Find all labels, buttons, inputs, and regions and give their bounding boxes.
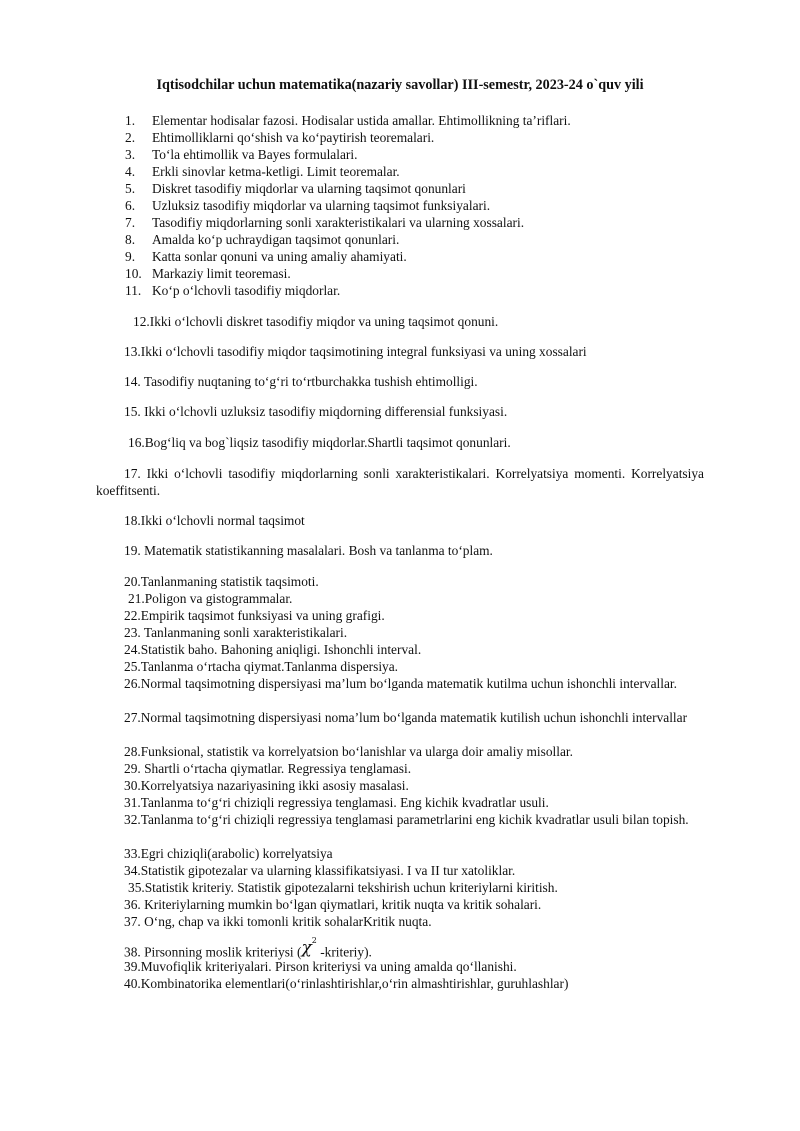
document-title: Iqtisodchilar uchun matematika(nazariy savollar) III-semestr, 2023-24 o`quv yili <box>156 77 644 93</box>
item-number: 1. <box>125 113 136 128</box>
question-29: 29. Shartli o‘rtacha qiymatlar. Regressiya tenglamasi. <box>124 761 412 776</box>
question-12: 12.Ikki o‘lchovli diskret tasodifiy miqdor va uning taqsimot qonuni. <box>133 314 499 329</box>
question-40: 40.Kombinatorika elementlari(o‘rinlashtirishlar,o‘rin almashtirishlar, guruhlashlar) <box>124 976 569 991</box>
question-38-text: 38. Pirsonning moslik kriteriysi ( <box>124 944 302 960</box>
item-number: 3. <box>125 147 136 162</box>
list-item: Amalda ko‘p uchraydigan taqsimot qonunlari. <box>152 232 400 247</box>
list-item: Tasodifiy miqdorlarning sonli xarakteristikalari va ularning xossalari. <box>152 215 525 230</box>
question-21: 21.Poligon va gistogrammalar. <box>128 591 293 606</box>
question-13: 13.Ikki o‘lchovli tasodifiy miqdor taqsimotining integral funksiyasi va uning xossalari <box>124 344 587 359</box>
question-16: 16.Bog‘liq va bog`liqsiz tasodifiy miqdorlar.Shartli taqsimot qonunlari. <box>128 435 511 450</box>
list-item: Erkli sinovlar ketma-ketligi. Limit teoremalar. <box>152 164 400 179</box>
question-33: 33.Egri chiziqli(arabolic) korrelyatsiya <box>124 846 333 861</box>
item-number: 10. <box>125 266 142 281</box>
question-34: 34.Statistik gipotezalar va ularning klassifikatsiyasi. I va II tur xatoliklar. <box>124 863 516 878</box>
list-item: Markaziy limit teoremasi. <box>152 266 291 281</box>
list-item: Katta sonlar qonuni va uning amaliy ahamiyati. <box>152 249 407 264</box>
list-item: Diskret tasodifiy miqdorlar va ularning taqsimot qonunlari <box>152 181 466 196</box>
question-20: 20.Tanlanmaning statistik taqsimoti. <box>124 574 319 589</box>
question-32: 32.Tanlanma to‘g‘ri chiziqli regressiya tenglamasi parametrlarini eng kichik kvadratlar usuli bilan topish. <box>124 812 689 827</box>
question-14: 14. Tasodifiy nuqtaning to‘g‘ri to‘rtburchakka tushish ehtimolligi. <box>124 374 478 389</box>
chi-exponent: 2 <box>311 936 317 945</box>
question-17: 17. Ikki o‘lchovli tasodifiy miqdorlarning sonli xarakteristikalari. Korrelyatsiya momenti. Korrelyatsiya koeffitsenti. <box>96 466 704 498</box>
item-number: 9. <box>125 249 136 264</box>
item-number: 7. <box>125 215 136 230</box>
item-number: 6. <box>125 198 136 213</box>
question-35: 35.Statistik kriteriy. Statistik gipotezalarni tekshirish uchun kriteriylarni kiritish. <box>128 880 558 895</box>
chi-squared-symbol <box>301 938 316 958</box>
question-24: 24.Statistik baho. Bahoning aniqligi. Ishonchli interval. <box>124 642 422 657</box>
question-25: 25.Tanlanma o‘rtacha qiymat.Tanlanma dispersiya. <box>124 659 399 674</box>
list-item: Uzluksiz tasodifiy miqdorlar va ularning taqsimot funksiyalari. <box>152 198 491 213</box>
list-item: Ehtimolliklarni qo‘shish va ko‘paytirish teoremalari. <box>152 130 435 145</box>
question-15: 15. Ikki o‘lchovli uzluksiz tasodifiy miqdorning differensial funksiyasi. <box>124 404 508 419</box>
question-18: 18.Ikki o‘lchovli normal taqsimot <box>124 513 305 528</box>
question-39: 39.Muvofiqlik kriteriyalari. Pirson kriteriysi va uning amalda qo‘llanishi. <box>124 959 517 974</box>
question-26: 26.Normal taqsimotning dispersiyasi ma’lum bo‘lganda matematik kutilma uchun ishonchli intervallar. <box>124 676 677 691</box>
item-number: 4. <box>125 164 136 179</box>
question-23: 23. Tanlanmaning sonli xarakteristikalari. <box>124 625 348 640</box>
item-number: 11. <box>125 283 142 298</box>
question-22: 22.Empirik taqsimot funksiyasi va uning grafigi. <box>124 608 385 623</box>
item-number: 8. <box>125 232 136 247</box>
chi-letter: χ <box>301 937 312 958</box>
question-28: 28.Funksional, statistik va korrelyatsion bo‘lanishlar va ularga doir amaliy misollar. <box>124 744 574 759</box>
list-item: Elementar hodisalar fazosi. Hodisalar ustida amallar. Ehtimollikning ta’riflari. <box>152 113 571 128</box>
question-37: 37. O‘ng, chap va ikki tomonli kritik sohalarKritik nuqta. <box>124 914 432 929</box>
item-number: 5. <box>125 181 136 196</box>
question-30: 30.Korrelyatsiya nazariyasining ikki asosiy masalasi. <box>124 778 409 793</box>
list-item: To‘la ehtimollik va Bayes formulalari. <box>152 147 358 162</box>
item-number: 2. <box>125 130 136 145</box>
question-19: 19. Matematik statistikanning masalalari. Bosh va tanlanma to‘plam. <box>124 543 493 558</box>
question-38-text-end: -kriteriy). <box>316 944 372 960</box>
question-27: 27.Normal taqsimotning dispersiyasi noma’lum bo‘lganda matematik kutilish uchun ishonchli intervallar <box>124 710 688 725</box>
question-31: 31.Tanlanma to‘g‘ri chiziqli regressiya tenglamasi. Eng kichik kvadratlar usuli. <box>124 795 549 810</box>
list-item: Ko‘p o‘lchovli tasodifiy miqdorlar. <box>152 283 341 298</box>
question-36: 36. Kriteriylarning mumkin bo‘lgan qiymatlari, kritik nuqta va kritik sohalari. <box>124 897 542 912</box>
